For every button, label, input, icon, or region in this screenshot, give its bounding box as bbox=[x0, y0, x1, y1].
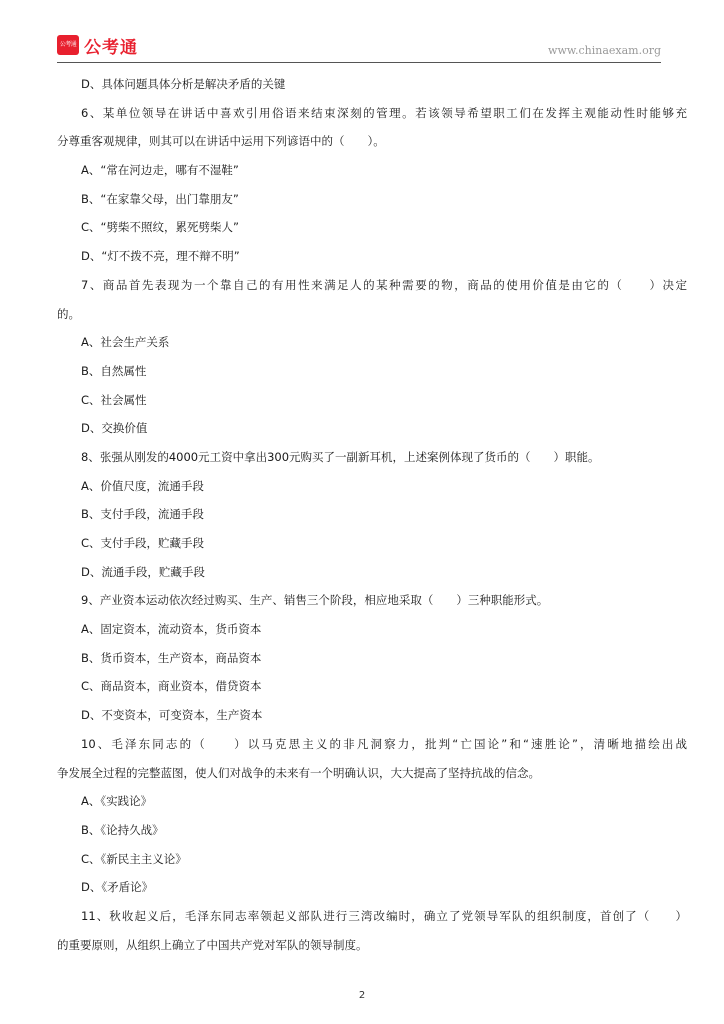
logo-badge-icon: 公考通 bbox=[57, 35, 79, 55]
text-line: C、《新民主主义论》 bbox=[81, 851, 187, 866]
logo-text: 公考通 bbox=[84, 37, 138, 58]
text-line: D、具体问题具体分析是解决矛盾的关键 bbox=[81, 77, 286, 91]
text-line: A、价值尺度，流通手段 bbox=[81, 478, 204, 493]
text-line: 分尊重客观规律，则其可以在讲话中运用下列谚语中的（ ）。 bbox=[57, 134, 385, 149]
text-line: C、支付手段，贮藏手段 bbox=[81, 536, 205, 550]
text-line: C、商品资本，商业资本，借贷资本 bbox=[81, 679, 262, 694]
text-line: A、“常在河边走，哪有不湿鞋” bbox=[81, 163, 239, 178]
text-line: D、不变资本，可变资本，生产资本 bbox=[81, 708, 263, 723]
text-line: A、社会生产关系 bbox=[81, 335, 170, 350]
text-line: D、“灯不拨不亮，理不辩不明” bbox=[81, 249, 240, 264]
text-line: 争发展全过程的完整蓝图，使人们对战争的未来有一个明确认识，大大提高了坚持抗战的信念。 bbox=[57, 765, 540, 780]
text-line: C、“劈柴不照纹，累死劈柴人” bbox=[81, 220, 239, 235]
page-header bbox=[0, 0, 724, 70]
text-line: A、《实践论》 bbox=[81, 794, 153, 809]
text-line: 11、秋收起义后，毛泽东同志率领起义部队进行三湾改编时，确立了党领导军队的组织制度，首创了（ ） bbox=[81, 908, 687, 923]
text-line: 9、产业资本运动依次经过购买、生产、销售三个阶段，相应地采取（ ）三种职能形式。 bbox=[81, 593, 549, 608]
document-body bbox=[57, 70, 687, 959]
text-line: B、支付手段，流通手段 bbox=[81, 507, 204, 522]
text-line: B、自然属性 bbox=[81, 363, 147, 378]
text-line: 的。 bbox=[57, 306, 80, 321]
text-line: D、流通手段，贮藏手段 bbox=[81, 564, 205, 579]
brand-logo[interactable] bbox=[57, 34, 138, 56]
text-line: C、社会属性 bbox=[81, 392, 147, 407]
page-number: 2 bbox=[358, 990, 366, 1001]
text-line: 6、某单位领导在讲话中喜欢引用俗语来结束深刻的管理。若该领导希望职工们在发挥主观能动性时能够充 bbox=[81, 105, 687, 120]
text-line: D、《矛盾论》 bbox=[81, 880, 154, 895]
text-line: B、“在家靠父母，出门靠朋友” bbox=[81, 191, 239, 206]
text-line: 的重要原则，从组织上确立了中国共产党对军队的领导制度。 bbox=[57, 937, 368, 952]
text-line: B、《论持久战》 bbox=[81, 822, 164, 837]
header-divider bbox=[57, 62, 661, 63]
text-line: 7、商品首先表现为一个靠自己的有用性来满足人的某种需要的物，商品的使用价值是由它的（ ）决定 bbox=[81, 277, 687, 292]
site-url[interactable]: www.chinaexam.org bbox=[548, 44, 661, 57]
text-line: A、固定资本，流动资本，货币资本 bbox=[81, 622, 262, 637]
text-line: 8、张强从刚发的4000元工资中拿出300元购买了一副新耳机，上述案例体现了货币的（ ）职能。 bbox=[81, 449, 600, 464]
text-line: 10、毛泽东同志的（ ）以马克思主义的非凡洞察力，批判“亡国论”和“速胜论”，清晰地描绘出战 bbox=[81, 736, 687, 751]
text-line: B、货币资本，生产资本，商品资本 bbox=[81, 650, 262, 665]
text-line: D、交换价值 bbox=[81, 421, 148, 436]
